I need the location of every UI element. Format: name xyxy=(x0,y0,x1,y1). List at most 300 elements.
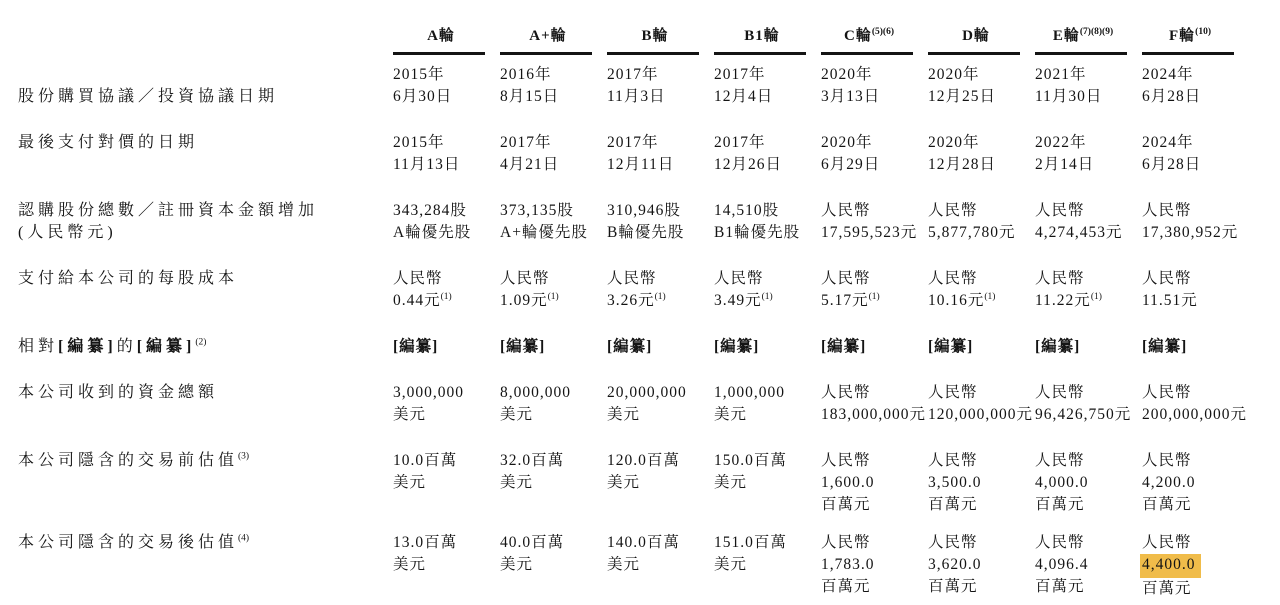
cell-line xyxy=(500,132,607,154)
cell-text: 11.51元 xyxy=(1142,292,1198,309)
cell-text: 4月21日 xyxy=(500,156,560,173)
cell-text: [編纂] xyxy=(714,338,760,355)
cell-text: 17,595,523元 xyxy=(821,224,918,241)
cell-footnote-ref: (1) xyxy=(761,291,773,302)
cell-spa-date-round-f xyxy=(1142,64,1249,132)
cell-line xyxy=(821,290,928,312)
cell-line xyxy=(714,532,821,554)
cell-text: 120,000,000元 xyxy=(928,406,1034,423)
row-label-discount-to-redacted xyxy=(0,336,393,382)
cell-text: 人民幣 xyxy=(1035,202,1085,219)
cell-line xyxy=(1142,154,1249,176)
cell-line xyxy=(1035,154,1142,176)
cell-line xyxy=(393,132,500,154)
cell-line xyxy=(607,336,714,358)
cell-text: 343,284股 xyxy=(393,202,467,219)
cell-line xyxy=(500,382,607,404)
cell-last-consideration-date-round-b xyxy=(607,132,714,200)
row-total-funds-received xyxy=(0,382,1249,450)
cell-text: 2月14日 xyxy=(1035,156,1095,173)
row-label-line xyxy=(18,200,393,222)
cell-line xyxy=(1035,472,1142,494)
row-cost-per-share xyxy=(0,268,1249,336)
cell-spa-date-round-d xyxy=(928,64,1035,132)
cell-text: 2022年 xyxy=(1035,134,1087,151)
cell-line xyxy=(1035,336,1142,358)
cell-line xyxy=(928,290,1035,312)
cell-text: 12月26日 xyxy=(714,156,783,173)
cell-line xyxy=(928,86,1035,108)
cell-text: 人民幣 xyxy=(1142,452,1192,469)
row-label-line xyxy=(18,268,393,290)
cell-line xyxy=(1142,404,1249,426)
column-header-text xyxy=(500,26,596,46)
cell-line xyxy=(1142,86,1249,108)
cell-shares-subscribed-round-a xyxy=(393,200,500,268)
cell-line xyxy=(714,404,821,426)
cell-line xyxy=(393,472,500,494)
cell-cost-per-share-round-e xyxy=(1035,268,1142,336)
header-underline xyxy=(821,52,913,55)
column-label: B輪 xyxy=(641,28,669,44)
cell-line xyxy=(1142,554,1249,578)
column-header-round-b1 xyxy=(714,0,821,64)
row-label-shares-subscribed xyxy=(0,200,393,268)
row-label-line xyxy=(18,222,393,244)
cell-post-money-valuation-round-a xyxy=(393,532,500,600)
cell-text: 3,500.0 xyxy=(928,474,982,491)
header-underline xyxy=(714,52,806,55)
cell-text: 200,000,000元 xyxy=(1142,406,1248,423)
column-header-text xyxy=(1035,26,1131,46)
cell-line xyxy=(1035,554,1142,576)
column-header-text xyxy=(393,26,489,46)
cell-line xyxy=(928,450,1035,472)
cell-line xyxy=(821,336,928,358)
cell-text: 百萬元 xyxy=(1035,496,1085,513)
cell-line xyxy=(821,494,928,516)
row-label-line xyxy=(18,132,393,154)
cell-text: 2017年 xyxy=(714,134,766,151)
header-underline xyxy=(500,52,592,55)
cell-text: 人民幣 xyxy=(393,270,443,287)
cell-text: 2020年 xyxy=(821,66,873,83)
cell-line xyxy=(1035,576,1142,598)
cell-text: 0.44元 xyxy=(393,292,441,309)
cell-line xyxy=(821,268,928,290)
column-label: C輪 xyxy=(844,28,872,44)
cell-pre-money-valuation-round-b1 xyxy=(714,450,821,532)
row-label-total-funds-received xyxy=(0,382,393,450)
cell-line xyxy=(928,200,1035,222)
cell-line xyxy=(500,554,607,576)
cell-line xyxy=(500,200,607,222)
cell-text: A+輪優先股 xyxy=(500,224,588,241)
cell-text: 人民幣 xyxy=(821,270,871,287)
cell-line xyxy=(1035,494,1142,516)
cell-last-consideration-date-round-a-plus xyxy=(500,132,607,200)
column-label: E輪 xyxy=(1052,28,1080,44)
column-header-round-f xyxy=(1142,0,1249,64)
cell-line xyxy=(393,336,500,358)
cell-text: 4,096.4 xyxy=(1035,556,1089,573)
cell-line xyxy=(821,200,928,222)
cell-text: 百萬元 xyxy=(1142,496,1192,513)
cell-line xyxy=(928,222,1035,244)
cell-text: 12月28日 xyxy=(928,156,997,173)
cell-text: 11月3日 xyxy=(607,88,666,105)
cell-last-consideration-date-round-b1 xyxy=(714,132,821,200)
cell-cost-per-share-round-d xyxy=(928,268,1035,336)
cell-last-consideration-date-round-a xyxy=(393,132,500,200)
cell-text: 120.0百萬 xyxy=(607,452,680,469)
cell-line xyxy=(393,268,500,290)
cell-line xyxy=(821,132,928,154)
row-shares-subscribed xyxy=(0,200,1249,268)
cell-line xyxy=(714,472,821,494)
cell-line xyxy=(821,64,928,86)
cell-line xyxy=(500,336,607,358)
cell-spa-date-round-a-plus xyxy=(500,64,607,132)
cell-pre-money-valuation-round-b xyxy=(607,450,714,532)
cell-text: [編纂] xyxy=(500,338,546,355)
cell-line xyxy=(393,200,500,222)
cell-line xyxy=(928,336,1035,358)
cell-line xyxy=(714,222,821,244)
cell-line xyxy=(1142,472,1249,494)
cell-text: 百萬元 xyxy=(821,496,871,513)
cell-text: 人民幣 xyxy=(1142,534,1192,551)
cell-line xyxy=(928,64,1035,86)
row-label-post-money-valuation xyxy=(0,532,393,600)
cell-text: B1輪優先股 xyxy=(714,224,801,241)
cell-line xyxy=(607,154,714,176)
cell-text: 2015年 xyxy=(393,66,445,83)
cell-text: 140.0百萬 xyxy=(607,534,680,551)
cell-line xyxy=(607,382,714,404)
cell-text: [編纂] xyxy=(821,338,867,355)
cell-post-money-valuation-round-a-plus xyxy=(500,532,607,600)
row-label-line xyxy=(18,336,393,358)
cell-text: 4,274,453元 xyxy=(1035,224,1123,241)
cell-text: 人民幣 xyxy=(1035,270,1085,287)
cell-post-money-valuation-round-b1 xyxy=(714,532,821,600)
cell-text: 美元 xyxy=(393,556,427,573)
cell-text: 人民幣 xyxy=(928,384,978,401)
header-underline xyxy=(607,52,699,55)
cell-line xyxy=(607,268,714,290)
redacted-placeholder: [編纂] xyxy=(58,338,117,355)
cell-spa-date-round-b1 xyxy=(714,64,821,132)
row-label-line xyxy=(18,450,393,472)
cell-line xyxy=(393,222,500,244)
cell-line xyxy=(1142,200,1249,222)
row-footnote-ref: (4) xyxy=(238,533,250,544)
row-discount-to-redacted xyxy=(0,336,1249,382)
cell-line xyxy=(393,64,500,86)
row-label-text: 本公司隱含的交易後估值 xyxy=(18,534,239,551)
cell-text: 8,000,000 xyxy=(500,384,571,401)
row-label-spa-date xyxy=(0,64,393,132)
cell-line xyxy=(1035,132,1142,154)
cell-text: 10.16元 xyxy=(928,292,985,309)
cell-cost-per-share-round-f xyxy=(1142,268,1249,336)
cell-text: 美元 xyxy=(714,406,748,423)
cell-text: 183,000,000元 xyxy=(821,406,927,423)
cell-line xyxy=(928,494,1035,516)
cell-text: 美元 xyxy=(393,406,427,423)
cell-text: 373,135股 xyxy=(500,202,574,219)
cell-text: 14,510股 xyxy=(714,202,780,219)
cell-line xyxy=(821,472,928,494)
cell-line xyxy=(500,532,607,554)
cell-text: 人民幣 xyxy=(1142,270,1192,287)
cell-text: 40.0百萬 xyxy=(500,534,565,551)
cell-discount-to-redacted-round-c xyxy=(821,336,928,382)
column-footnote-ref: (5)(6) xyxy=(871,27,894,37)
cell-footnote-ref: (1) xyxy=(984,291,996,302)
cell-line xyxy=(1142,64,1249,86)
cell-footnote-ref: (1) xyxy=(654,291,666,302)
cell-shares-subscribed-round-e xyxy=(1035,200,1142,268)
cell-text: 人民幣 xyxy=(821,202,871,219)
cell-text: 2020年 xyxy=(821,134,873,151)
cell-text: [編纂] xyxy=(928,338,974,355)
cell-line xyxy=(1142,450,1249,472)
cell-line xyxy=(607,450,714,472)
cell-text: 1,600.0 xyxy=(821,474,875,491)
cell-total-funds-received-round-c xyxy=(821,382,928,450)
cell-last-consideration-date-round-e xyxy=(1035,132,1142,200)
row-label-text: 本公司隱含的交易前估值 xyxy=(18,452,239,469)
cell-pre-money-valuation-round-f xyxy=(1142,450,1249,532)
cell-line xyxy=(714,268,821,290)
header-underline xyxy=(928,52,1020,55)
column-label: D輪 xyxy=(962,28,990,44)
cell-post-money-valuation-round-b xyxy=(607,532,714,600)
cell-text: 美元 xyxy=(500,406,534,423)
cell-text: 人民幣 xyxy=(1035,452,1085,469)
cell-text: 人民幣 xyxy=(928,202,978,219)
cell-line xyxy=(607,132,714,154)
cell-line xyxy=(393,532,500,554)
row-post-money-valuation xyxy=(0,532,1249,600)
cell-text: 96,426,750元 xyxy=(1035,406,1132,423)
cell-discount-to-redacted-round-a xyxy=(393,336,500,382)
cell-text: 人民幣 xyxy=(928,452,978,469)
cell-line xyxy=(607,222,714,244)
cell-discount-to-redacted-round-b1 xyxy=(714,336,821,382)
cell-text: 人民幣 xyxy=(928,534,978,551)
cell-line xyxy=(1035,382,1142,404)
cell-spa-date-round-e xyxy=(1035,64,1142,132)
cell-text: 2017年 xyxy=(607,66,659,83)
cell-line xyxy=(1142,290,1249,312)
row-spa-date xyxy=(0,64,1249,132)
cell-line xyxy=(607,290,714,312)
cell-line xyxy=(1035,268,1142,290)
cell-line xyxy=(393,554,500,576)
cell-post-money-valuation-round-f xyxy=(1142,532,1249,600)
cell-text: 人民幣 xyxy=(1035,534,1085,551)
row-label-text: (人民幣元) xyxy=(18,224,117,241)
cell-pre-money-valuation-round-d xyxy=(928,450,1035,532)
cell-line xyxy=(714,336,821,358)
cell-cost-per-share-round-a xyxy=(393,268,500,336)
cell-line xyxy=(928,268,1035,290)
column-label: F輪 xyxy=(1169,28,1196,44)
column-header-text xyxy=(1142,26,1238,46)
cell-line xyxy=(500,86,607,108)
cell-line xyxy=(1142,336,1249,358)
cell-text: 2020年 xyxy=(928,66,980,83)
cell-text: 11.22元 xyxy=(1035,292,1091,309)
cell-text: 3,000,000 xyxy=(393,384,464,401)
cell-line xyxy=(714,64,821,86)
cell-line xyxy=(607,200,714,222)
column-footnote-ref: (10) xyxy=(1195,27,1211,37)
cell-discount-to-redacted-round-d xyxy=(928,336,1035,382)
row-last-consideration-date xyxy=(0,132,1249,200)
cell-line xyxy=(500,450,607,472)
cell-text: 12月25日 xyxy=(928,88,997,105)
column-label: A+輪 xyxy=(529,28,567,44)
cell-line xyxy=(714,382,821,404)
cell-line xyxy=(607,64,714,86)
cell-line xyxy=(1142,222,1249,244)
cell-text: [編纂] xyxy=(607,338,653,355)
cell-total-funds-received-round-e xyxy=(1035,382,1142,450)
cell-line xyxy=(821,576,928,598)
cell-text: 百萬元 xyxy=(1142,580,1192,597)
cell-line xyxy=(1035,404,1142,426)
redacted-placeholder: [編纂] xyxy=(136,338,196,355)
cell-text: A輪優先股 xyxy=(393,224,472,241)
cell-text: 2017年 xyxy=(607,134,659,151)
column-label: A輪 xyxy=(427,28,455,44)
cell-text: 2017年 xyxy=(714,66,766,83)
cell-text: 151.0百萬 xyxy=(714,534,787,551)
cell-shares-subscribed-round-c xyxy=(821,200,928,268)
cell-line xyxy=(1035,532,1142,554)
cell-line xyxy=(1035,200,1142,222)
cell-text: 150.0百萬 xyxy=(714,452,787,469)
cell-post-money-valuation-round-d xyxy=(928,532,1035,600)
cell-text: 3.49元 xyxy=(714,292,762,309)
cell-text: 美元 xyxy=(607,406,641,423)
cell-total-funds-received-round-f xyxy=(1142,382,1249,450)
cell-discount-to-redacted-round-f xyxy=(1142,336,1249,382)
cell-discount-to-redacted-round-a-plus xyxy=(500,336,607,382)
cell-shares-subscribed-round-b1 xyxy=(714,200,821,268)
column-header-text xyxy=(928,26,1024,46)
cell-text: 12月11日 xyxy=(607,156,675,173)
cell-line xyxy=(500,472,607,494)
cell-text: 4,200.0 xyxy=(1142,474,1196,491)
row-label-cost-per-share xyxy=(0,268,393,336)
cell-text: [編纂] xyxy=(1035,338,1081,355)
cell-text: 6月28日 xyxy=(1142,156,1202,173)
cell-text: 美元 xyxy=(500,556,534,573)
column-label: B1輪 xyxy=(744,28,780,44)
cell-line xyxy=(928,472,1035,494)
cell-line xyxy=(500,290,607,312)
column-header-round-e xyxy=(1035,0,1142,64)
cell-shares-subscribed-round-d xyxy=(928,200,1035,268)
cell-cost-per-share-round-c xyxy=(821,268,928,336)
cell-text: 2024年 xyxy=(1142,66,1194,83)
cell-text: 5.17元 xyxy=(821,292,869,309)
cell-line xyxy=(928,154,1035,176)
row-label-text: 股份購買協議／投資協議日期 xyxy=(18,88,279,105)
cell-text: 百萬元 xyxy=(1035,578,1085,595)
cell-total-funds-received-round-a-plus xyxy=(500,382,607,450)
cell-text: 百萬元 xyxy=(821,578,871,595)
cell-line xyxy=(928,132,1035,154)
cell-line xyxy=(607,404,714,426)
cell-line xyxy=(1142,532,1249,554)
cell-text: 美元 xyxy=(500,474,534,491)
cell-line xyxy=(393,290,500,312)
row-label-text: 的 xyxy=(116,338,137,355)
cell-line xyxy=(500,64,607,86)
cell-line xyxy=(714,450,821,472)
row-label-last-consideration-date xyxy=(0,132,393,200)
cell-total-funds-received-round-b xyxy=(607,382,714,450)
cell-line xyxy=(821,404,928,426)
cell-line xyxy=(714,554,821,576)
cell-text: 3月13日 xyxy=(821,88,881,105)
row-label-text: 支付給本公司的每股成本 xyxy=(18,270,239,287)
cell-line xyxy=(714,200,821,222)
cell-line xyxy=(821,532,928,554)
row-label-line xyxy=(18,532,393,554)
row-label-text: 相對 xyxy=(18,338,59,355)
cell-shares-subscribed-round-a-plus xyxy=(500,200,607,268)
cell-text: [編纂] xyxy=(393,338,439,355)
cell-text: 人民幣 xyxy=(1035,384,1085,401)
cell-cost-per-share-round-b xyxy=(607,268,714,336)
cell-text: 1.09元 xyxy=(500,292,548,309)
row-pre-money-valuation xyxy=(0,450,1249,532)
cell-text: 美元 xyxy=(714,556,748,573)
cell-text: 美元 xyxy=(607,474,641,491)
row-label-text: 本公司收到的資金總額 xyxy=(18,384,219,401)
cell-line xyxy=(393,404,500,426)
cell-line xyxy=(1035,86,1142,108)
cell-text: 6月29日 xyxy=(821,156,881,173)
cell-text: B輪優先股 xyxy=(607,224,685,241)
cell-post-money-valuation-round-e xyxy=(1035,532,1142,600)
cell-line xyxy=(1035,64,1142,86)
cell-pre-money-valuation-round-e xyxy=(1035,450,1142,532)
column-header-round-d xyxy=(928,0,1035,64)
cell-spa-date-round-a xyxy=(393,64,500,132)
cell-post-money-valuation-round-c xyxy=(821,532,928,600)
cell-line xyxy=(393,86,500,108)
cell-text: 13.0百萬 xyxy=(393,534,458,551)
cell-line xyxy=(821,86,928,108)
cell-line xyxy=(1142,494,1249,516)
cell-line xyxy=(714,86,821,108)
cell-pre-money-valuation-round-a xyxy=(393,450,500,532)
cell-text: 2017年 xyxy=(500,134,552,151)
cell-text: 人民幣 xyxy=(1142,202,1192,219)
cell-pre-money-valuation-round-c xyxy=(821,450,928,532)
cell-text: 1,000,000 xyxy=(714,384,785,401)
cell-line xyxy=(714,290,821,312)
cell-discount-to-redacted-round-e xyxy=(1035,336,1142,382)
